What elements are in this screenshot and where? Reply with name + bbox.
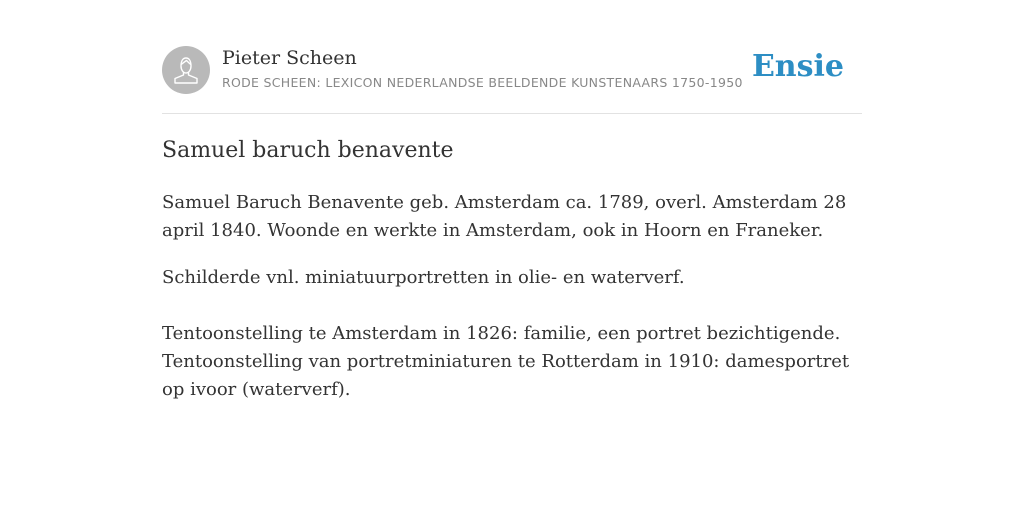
- paragraph-gap: [162, 292, 852, 320]
- paragraph-work: Schilderde vnl. miniatuurportretten in olie- en waterverf.: [162, 267, 685, 288]
- paragraph-exhibition-1826: Tentoonstelling te Amsterdam in 1826: familie, een portret bezichtigende.: [162, 323, 841, 344]
- author-name[interactable]: Pieter Scheen: [222, 47, 357, 69]
- ensie-logo[interactable]: Ensie: [751, 49, 844, 84]
- source-label: RODE SCHEEN: LEXICON NEDERLANDSE BEELDENDE KUNSTENAARS 1750-1950: [222, 75, 743, 90]
- user-silhouette-icon: [162, 46, 210, 94]
- author-header: [162, 46, 862, 96]
- avatar[interactable]: [162, 46, 210, 94]
- paragraph-biography: Samuel Baruch Benavente geb. Amsterdam ca. 1789, overl. Amsterdam 28 april 1840. Woonde en werkte in Amsterdam, ook in Hoorn en Franeker.: [162, 192, 847, 241]
- article-body: [162, 189, 852, 404]
- paragraph-exhibition-1910: Tentoonstelling van portretminiaturen te Rotterdam in 1910: damesportret op ivoor (waterverf).: [162, 351, 850, 400]
- article-title: Samuel baruch benavente: [162, 138, 454, 163]
- divider: [162, 113, 862, 114]
